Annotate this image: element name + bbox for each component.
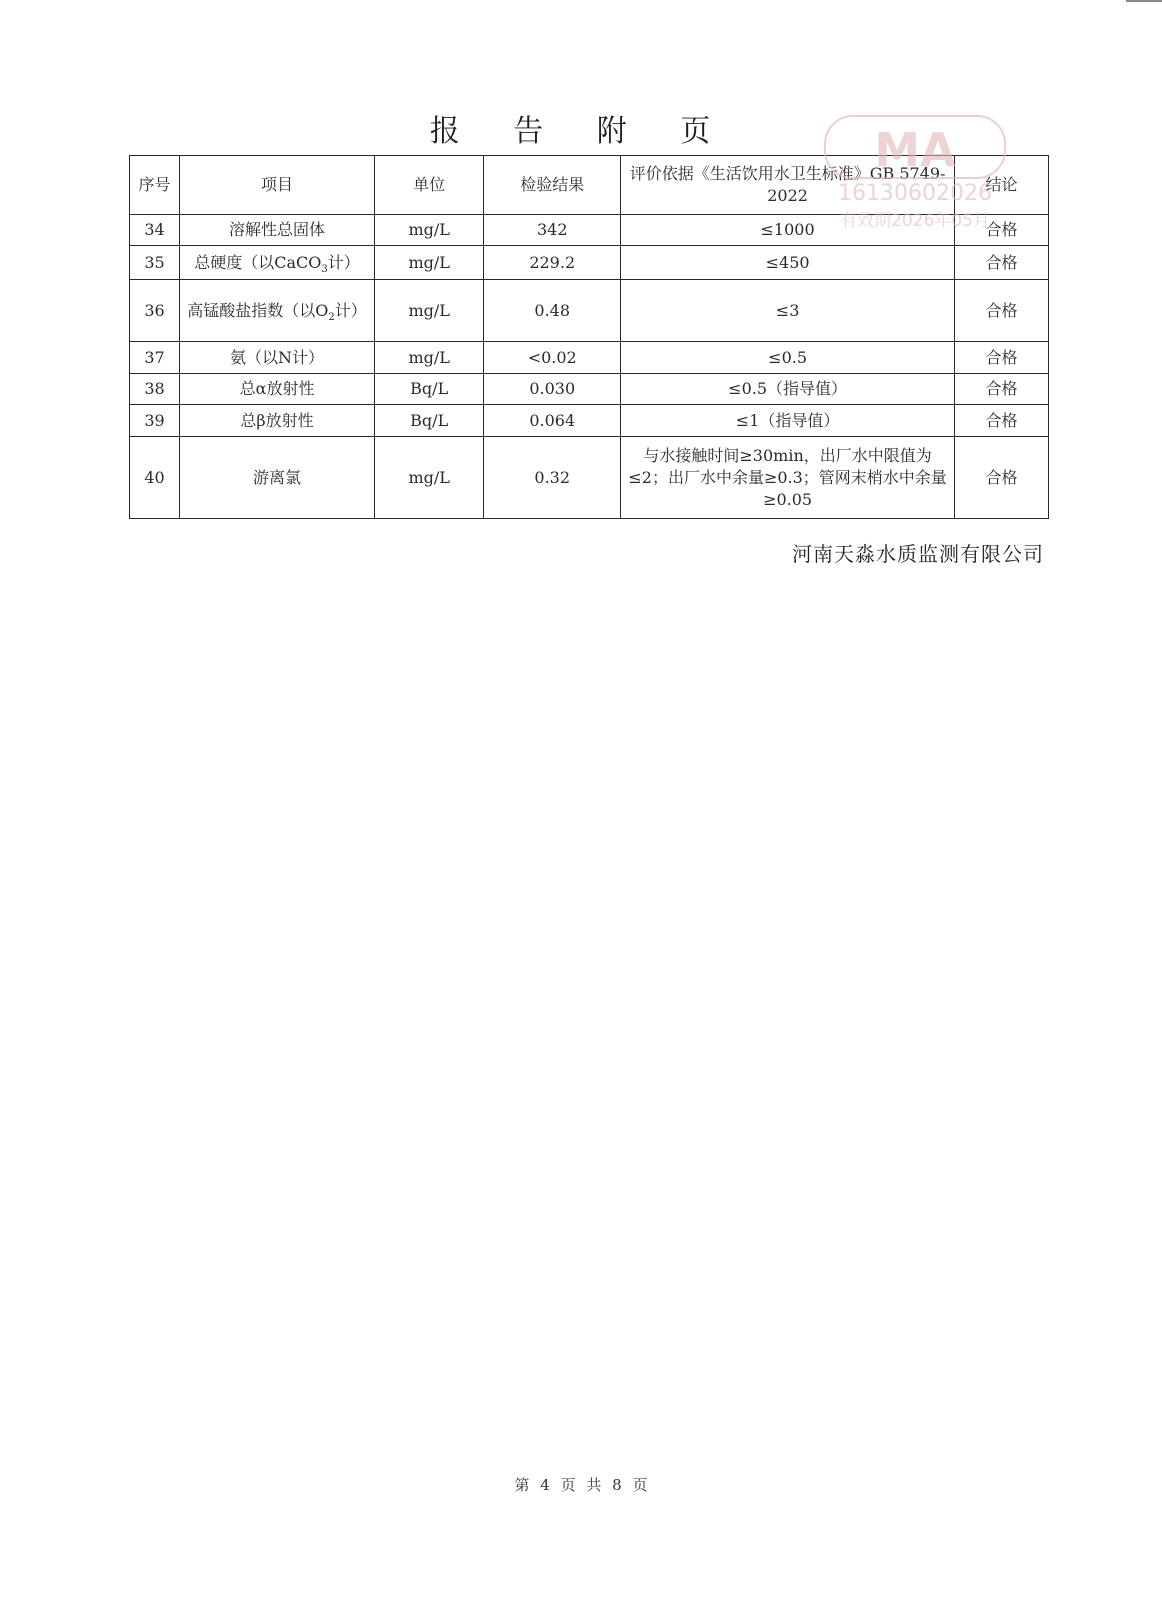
table-row (130, 280, 1049, 342)
row-result: 342 (484, 215, 621, 246)
table-row (130, 405, 1049, 437)
row-standard: ≤0.5（指导值） (621, 374, 955, 405)
row-conclusion: 合格 (955, 215, 1049, 246)
row-unit: mg/L (375, 342, 484, 374)
row-result: <0.02 (484, 342, 621, 374)
header-result: 检验结果 (484, 156, 621, 215)
item-text: 总硬度（以CaCO (194, 252, 322, 272)
item-text: 高锰酸盐指数（以O (187, 300, 329, 320)
row-no: 36 (130, 280, 180, 342)
row-standard: 与水接触时间≥30min，出厂水中限值为≤2；出厂水中余量≥0.3；管网末梢水中余量≥0.05 (621, 437, 955, 519)
row-conclusion: 合格 (955, 374, 1049, 405)
stamp-text-validity: 有效期2026年05月 (840, 211, 990, 231)
row-result: 0.030 (484, 374, 621, 405)
scan-edge-mark (1126, 0, 1162, 2)
row-item: 游离氯 (180, 437, 375, 519)
stamp-text-ma: MA (874, 123, 956, 177)
row-item: 总α放射性 (180, 374, 375, 405)
row-result: 0.32 (484, 437, 621, 519)
header-item: 项目 (180, 156, 375, 215)
row-item: 总β放射性 (180, 405, 375, 437)
header-unit: 单位 (375, 156, 484, 215)
row-item: 溶解性总固体 (180, 215, 375, 246)
row-standard: ≤1000 (621, 215, 955, 246)
page-footer: 第 4 页 共 8 页 (514, 1476, 648, 1494)
row-unit: mg/L (375, 437, 484, 519)
row-no: 35 (130, 246, 180, 280)
row-item: 氨（以N计） (180, 342, 375, 374)
item-subscript: 2 (328, 311, 335, 323)
item-subscript: 3 (321, 263, 328, 275)
row-conclusion: 合格 (955, 405, 1049, 437)
row-no: 39 (130, 405, 180, 437)
row-no: 38 (130, 374, 180, 405)
row-conclusion: 合格 (955, 437, 1049, 519)
report-table (129, 155, 1049, 519)
item-text-end: 计） (327, 252, 360, 272)
row-item (180, 280, 375, 342)
company-name: 河南天淼水质监测有限公司 (792, 542, 1044, 566)
row-result: 0.48 (484, 280, 621, 342)
row-conclusion: 合格 (955, 342, 1049, 374)
row-conclusion: 合格 (955, 280, 1049, 342)
header-standard: 评价依据《生活饮用水卫生标准》GB 5749-2022 (621, 156, 955, 215)
table-row (130, 437, 1049, 519)
row-no: 40 (130, 437, 180, 519)
row-standard: ≤1（指导值） (621, 405, 955, 437)
row-unit: Bq/L (375, 374, 484, 405)
row-no: 37 (130, 342, 180, 374)
row-standard: ≤450 (621, 246, 955, 280)
row-result: 0.064 (484, 405, 621, 437)
table-row (130, 374, 1049, 405)
row-standard: ≤3 (621, 280, 955, 342)
row-unit: mg/L (375, 215, 484, 246)
header-conclusion: 结论 (955, 156, 1049, 215)
item-text-end: 计） (334, 300, 367, 320)
row-unit: mg/L (375, 246, 484, 280)
row-standard: ≤0.5 (621, 342, 955, 374)
row-result: 229.2 (484, 246, 621, 280)
row-unit: Bq/L (375, 405, 484, 437)
table-row (130, 246, 1049, 280)
row-unit: mg/L (375, 280, 484, 342)
page-title: 报 告 附 页 (429, 114, 733, 149)
row-no: 34 (130, 215, 180, 246)
table-row (130, 342, 1049, 374)
table-header-row (130, 156, 1049, 215)
row-conclusion: 合格 (955, 246, 1049, 280)
row-item (180, 246, 375, 280)
stamp-text-number: 16130602026 (838, 181, 992, 206)
header-no: 序号 (130, 156, 180, 215)
table-row (130, 215, 1049, 246)
